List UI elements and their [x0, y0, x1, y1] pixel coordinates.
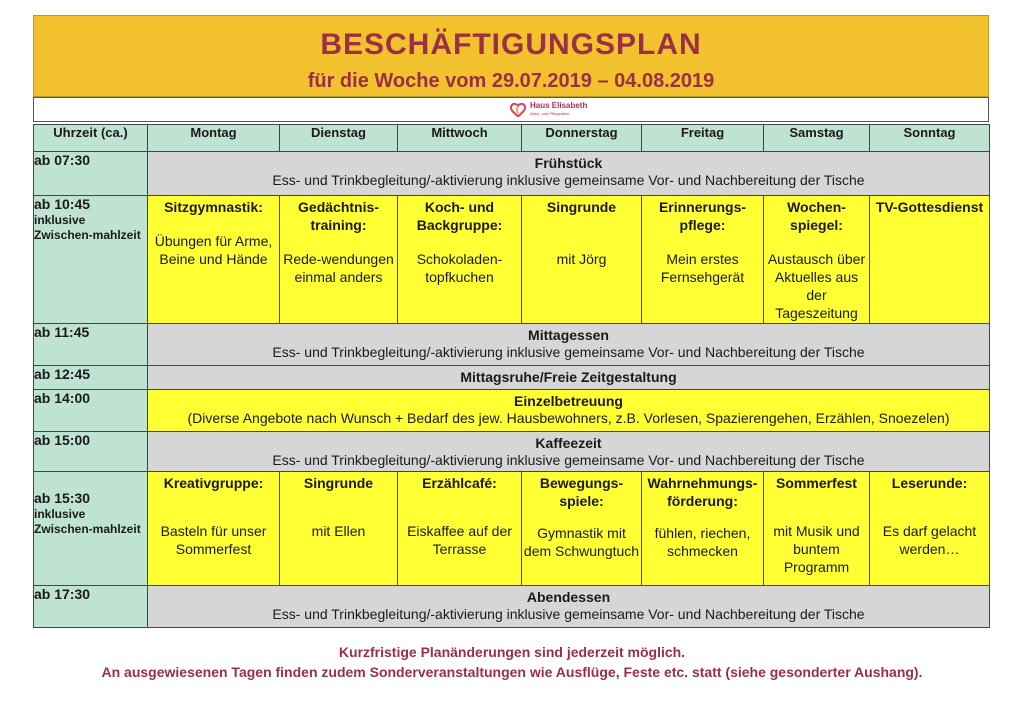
activity-description: Eiskaffee auf der Terrasse — [407, 523, 512, 557]
schedule-table — [33, 124, 990, 628]
col-header-time: Uhrzeit (ca.) — [34, 125, 148, 152]
logo-band — [33, 97, 989, 122]
time-label: ab 17:30 — [34, 586, 91, 602]
row-rest — [34, 366, 990, 390]
meal-description: Ess- und Trinkbegleitung/-aktivierung inklusive gemeinsame Vor- und Nachbereitung der Tische — [272, 172, 865, 188]
header-banner — [33, 15, 989, 97]
row-dinner — [34, 586, 990, 628]
time-note: inklusive Zwischen-mahlzeit — [34, 213, 141, 242]
activity-thursday — [522, 472, 642, 586]
time-label: ab 07:30 — [34, 152, 91, 168]
activity-title: Sitzgymnastik: — [164, 199, 263, 215]
time-cell — [34, 324, 148, 366]
col-header-sunday: Sonntag — [870, 125, 990, 152]
activity-description: mit Jörg — [556, 251, 607, 267]
meal-title: Frühstück — [534, 155, 603, 171]
activity-title: Erzählcafé: — [422, 475, 497, 491]
activity-saturday — [764, 472, 870, 586]
activity-title: Koch- und Backgruppe: — [416, 199, 503, 233]
time-label: ab 15:00 — [34, 432, 91, 448]
activity-title: TV-Gottesdienst — [875, 199, 984, 215]
activity-monday — [148, 196, 280, 324]
row-afternoon-activities — [34, 472, 990, 586]
page-title: BESCHÄFTIGUNGSPLAN — [320, 28, 702, 61]
activity-title: Singrunde — [546, 199, 617, 215]
activity-monday — [148, 472, 280, 586]
time-cell — [34, 366, 148, 390]
row-breakfast — [34, 152, 990, 196]
activity-description: Schokoladen-topfkuchen — [416, 251, 503, 285]
activity-description: Austausch über Aktuelles aus der Tageszeitung — [767, 251, 866, 321]
individual-care-cell — [148, 390, 990, 432]
activity-tuesday — [280, 196, 398, 324]
time-label: ab 11:45 — [34, 324, 90, 340]
time-cell — [34, 586, 148, 628]
row-coffee — [34, 432, 990, 472]
activity-title: Wochen-spiegel: — [787, 199, 846, 233]
breakfast-cell — [148, 152, 990, 196]
time-cell — [34, 472, 148, 586]
meal-description: Ess- und Trinkbegleitung/-aktivierung inklusive gemeinsame Vor- und Nachbereitung der Tische — [272, 452, 865, 468]
meal-title: Kaffeezeit — [535, 435, 602, 451]
time-label: ab 14:00 — [34, 390, 91, 406]
activity-title: Erinnerungs-pflege: — [658, 199, 747, 233]
activity-description: Es darf gelacht werden… — [882, 523, 977, 557]
activity-description: Mein erstes Fernsehgerät — [660, 251, 745, 285]
dinner-cell — [148, 586, 990, 628]
rest-title: Mittagsruhe/Freie Zeitgestaltung — [460, 369, 677, 385]
col-header-tuesday: Dienstag — [280, 125, 398, 152]
activity-description: fühlen, riechen, schmecken — [654, 525, 751, 559]
activity-description: mit Ellen — [311, 523, 366, 539]
activity-title: Singrunde — [303, 475, 374, 491]
coffee-cell — [148, 432, 990, 472]
row-individual-care — [34, 390, 990, 432]
activity-wednesday — [398, 472, 522, 586]
footer-note-2: An ausgewiesenen Tagen finden zudem Sonderveranstaltungen wie Ausflüge, Feste etc. statt (siehe gesonderter Aushang). — [101, 664, 923, 680]
activity-description: mit Musik und buntem Programm — [773, 523, 860, 575]
col-header-monday: Montag — [148, 125, 280, 152]
meal-title: Mittagessen — [528, 327, 609, 343]
activity-title: Bewegungs-spiele: — [539, 475, 624, 509]
time-cell — [34, 390, 148, 432]
time-label: ab 15:30 — [34, 490, 91, 506]
row-lunch — [34, 324, 990, 366]
activity-title: Wahrnehmungs-förderung: — [647, 475, 758, 509]
col-header-friday: Freitag — [642, 125, 764, 152]
activity-title: Sommerfest — [776, 475, 857, 491]
activity-sunday — [870, 472, 990, 586]
time-label: ab 12:45 — [34, 366, 91, 382]
time-label: ab 10:45 — [34, 196, 91, 212]
activity-title: Gedächtnis-training: — [298, 199, 379, 233]
activity-tuesday — [280, 472, 398, 586]
meal-description: Ess- und Trinkbegleitung/-aktivierung inklusive gemeinsame Vor- und Nachbereitung der Tische — [272, 606, 865, 622]
lunch-cell — [148, 324, 990, 366]
activity-title: Kreativgruppe: — [163, 475, 264, 491]
heart-logo-icon — [509, 101, 527, 119]
meal-description: Ess- und Trinkbegleitung/-aktivierung inklusive gemeinsame Vor- und Nachbereitung der Tische — [272, 344, 865, 360]
individual-care-title: Einzelbetreuung — [514, 393, 623, 409]
activity-title: Leserunde: — [891, 475, 968, 491]
rest-cell — [148, 366, 990, 390]
row-morning-activities — [34, 196, 990, 324]
activity-description: Rede-wendungen einmal anders — [283, 251, 394, 285]
meal-title: Abendessen — [526, 589, 611, 605]
footer-note-1: Kurzfristige Planänderungen sind jederzeit möglich. — [338, 644, 686, 660]
activity-sunday — [870, 196, 990, 324]
time-cell — [34, 152, 148, 196]
logo-name: Haus Elisabeth — [530, 101, 588, 110]
activity-saturday — [764, 196, 870, 324]
col-header-thursday: Donnerstag — [522, 125, 642, 152]
activity-thursday — [522, 196, 642, 324]
activity-description: Basteln für unser Sommerfest — [160, 523, 267, 557]
activity-wednesday — [398, 196, 522, 324]
activity-description: Gymnastik mit dem Schwungtuch — [523, 525, 640, 559]
table-header-row — [34, 125, 990, 152]
individual-care-description: (Diverse Angebote nach Wunsch + Bedarf des jew. Hausbewohners, z.B. Vorlesen, Spazierengehen, Erzählen, Snoezelen) — [187, 410, 950, 426]
page-subtitle: für die Woche vom 29.07.2019 – 04.08.2019 — [307, 70, 715, 92]
col-header-saturday: Samstag — [764, 125, 870, 152]
time-note: inklusive Zwischen-mahlzeit — [34, 507, 141, 536]
logo-subtitle: Alten- und Pflegeheim — [530, 111, 570, 116]
activity-description: Übungen für Arme, Beine und Hände — [154, 233, 273, 267]
logo — [509, 100, 587, 120]
col-header-wednesday: Mittwoch — [398, 125, 522, 152]
time-cell — [34, 196, 148, 324]
time-cell — [34, 432, 148, 472]
activity-friday — [642, 196, 764, 324]
activity-friday — [642, 472, 764, 586]
